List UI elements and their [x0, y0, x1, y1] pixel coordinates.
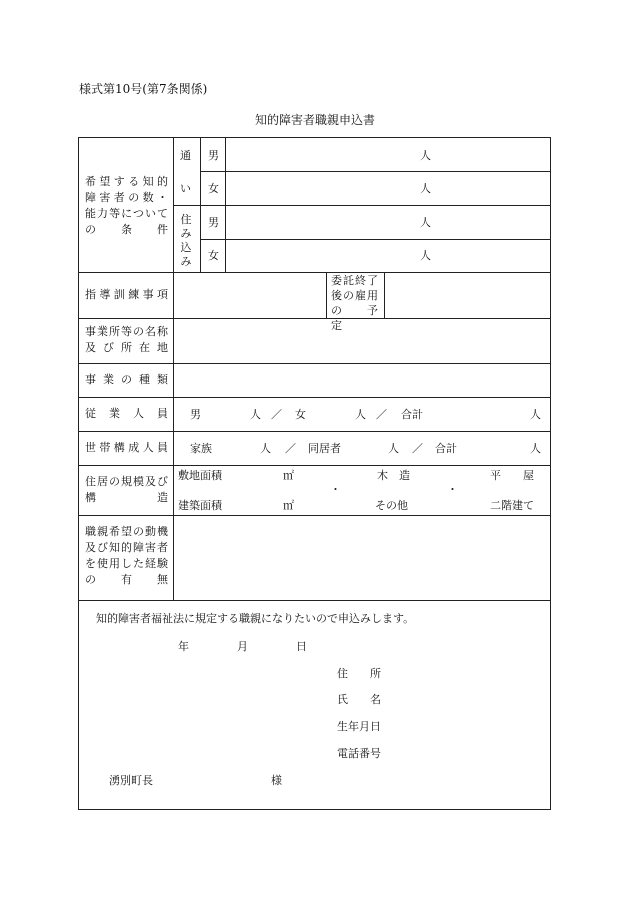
business-name-label: 事業所等の名称 及び所在地: [85, 325, 168, 354]
document-title: 知的障害者職親申込書: [254, 113, 375, 127]
col-divider-label: [173, 138, 174, 600]
conditions-label: 希望する知的 障害者の数・ 能力等について の 条 件: [85, 175, 168, 236]
row-line: [200, 171, 551, 172]
livein-male-unit: 人: [420, 216, 431, 229]
two-story-label: 二階建て: [490, 499, 534, 512]
building-area-unit: ㎡: [283, 499, 294, 512]
livein-female-label: 女: [208, 249, 219, 262]
row-line: [79, 272, 551, 273]
application-statement: 知的障害者福祉法に規定する職親になりたいので申込みします。: [96, 612, 415, 625]
commute-male-label: 男: [208, 149, 219, 162]
employees-male-unit: 人: [250, 408, 261, 421]
row-line: [79, 465, 551, 466]
business-type-label: 事業の種類: [85, 373, 168, 386]
application-form-table: [78, 137, 551, 810]
employees-total-unit: 人: [530, 408, 541, 421]
household-family: 家族: [190, 442, 212, 455]
date-day: 日: [296, 640, 307, 653]
employees-sep-1: ／: [271, 408, 282, 421]
commute-female-label: 女: [208, 182, 219, 195]
motive-label: 職親希望の動機 及び知的障害者 を使用した経験 の 有 無: [85, 525, 168, 586]
residence-label: 住居の規模及び 構 造: [85, 475, 168, 504]
row-line: [79, 397, 551, 398]
employees-female-unit: 人: [355, 408, 366, 421]
site-area-label: 敷地面積: [178, 469, 222, 482]
commute-label-2: い: [180, 182, 191, 195]
flat-house-label: 平 屋: [490, 469, 534, 482]
commute-label-1: 通: [180, 149, 191, 162]
commute-male-unit: 人: [420, 149, 431, 162]
household-total-unit: 人: [530, 442, 541, 455]
employees-male: 男: [190, 408, 201, 421]
row-line: [79, 363, 551, 364]
household-cohabitant: 同居者: [308, 442, 341, 455]
row-line: [79, 431, 551, 432]
row-line: [79, 515, 551, 516]
household-cohabitant-unit: 人: [388, 442, 399, 455]
employees-total: 合計: [401, 408, 423, 421]
building-area-label: 建築面積: [178, 499, 222, 512]
commute-female-unit: 人: [420, 182, 431, 195]
structure-dot-1: ・: [330, 483, 341, 496]
row-line: [79, 318, 551, 319]
birthdate-label: 生年月日: [337, 720, 381, 733]
household-sep-1: ／: [285, 442, 296, 455]
household-sep-2: ／: [412, 442, 423, 455]
addressee-label: 湧別町長: [109, 774, 153, 787]
livein-female-unit: 人: [420, 249, 431, 262]
livein-male-label: 男: [208, 216, 219, 229]
employees-label: 従業人員: [85, 407, 168, 420]
date-year: 年: [178, 640, 189, 653]
col-divider-training: [326, 273, 327, 318]
row-line: [79, 600, 551, 601]
post-training-employment-label: 委託終了 後の雇用 の 予 定: [331, 274, 389, 332]
livein-label: 住 み 込 み: [180, 213, 192, 268]
training-label: 指導訓練事項: [85, 288, 168, 301]
wood-structure-label: 木 造: [377, 469, 410, 482]
employees-female: 女: [295, 408, 306, 421]
honorific-label: 様: [271, 774, 282, 787]
form-reference: 様式第10号(第7条関係): [79, 82, 208, 96]
household-total: 合計: [435, 442, 457, 455]
household-family-unit: 人: [260, 442, 271, 455]
site-area-unit: ㎡: [283, 469, 294, 482]
row-line: [200, 239, 551, 240]
structure-dot-2: ・: [447, 483, 458, 496]
date-month: 月: [237, 640, 248, 653]
phone-label: 電話番号: [337, 747, 381, 760]
address-label: 住 所: [337, 667, 381, 680]
household-label: 世帯構成人員: [85, 441, 168, 454]
other-structure-label: その他: [375, 499, 408, 512]
employees-sep-2: ／: [376, 408, 387, 421]
name-label: 氏 名: [337, 693, 381, 706]
row-line: [173, 205, 551, 206]
